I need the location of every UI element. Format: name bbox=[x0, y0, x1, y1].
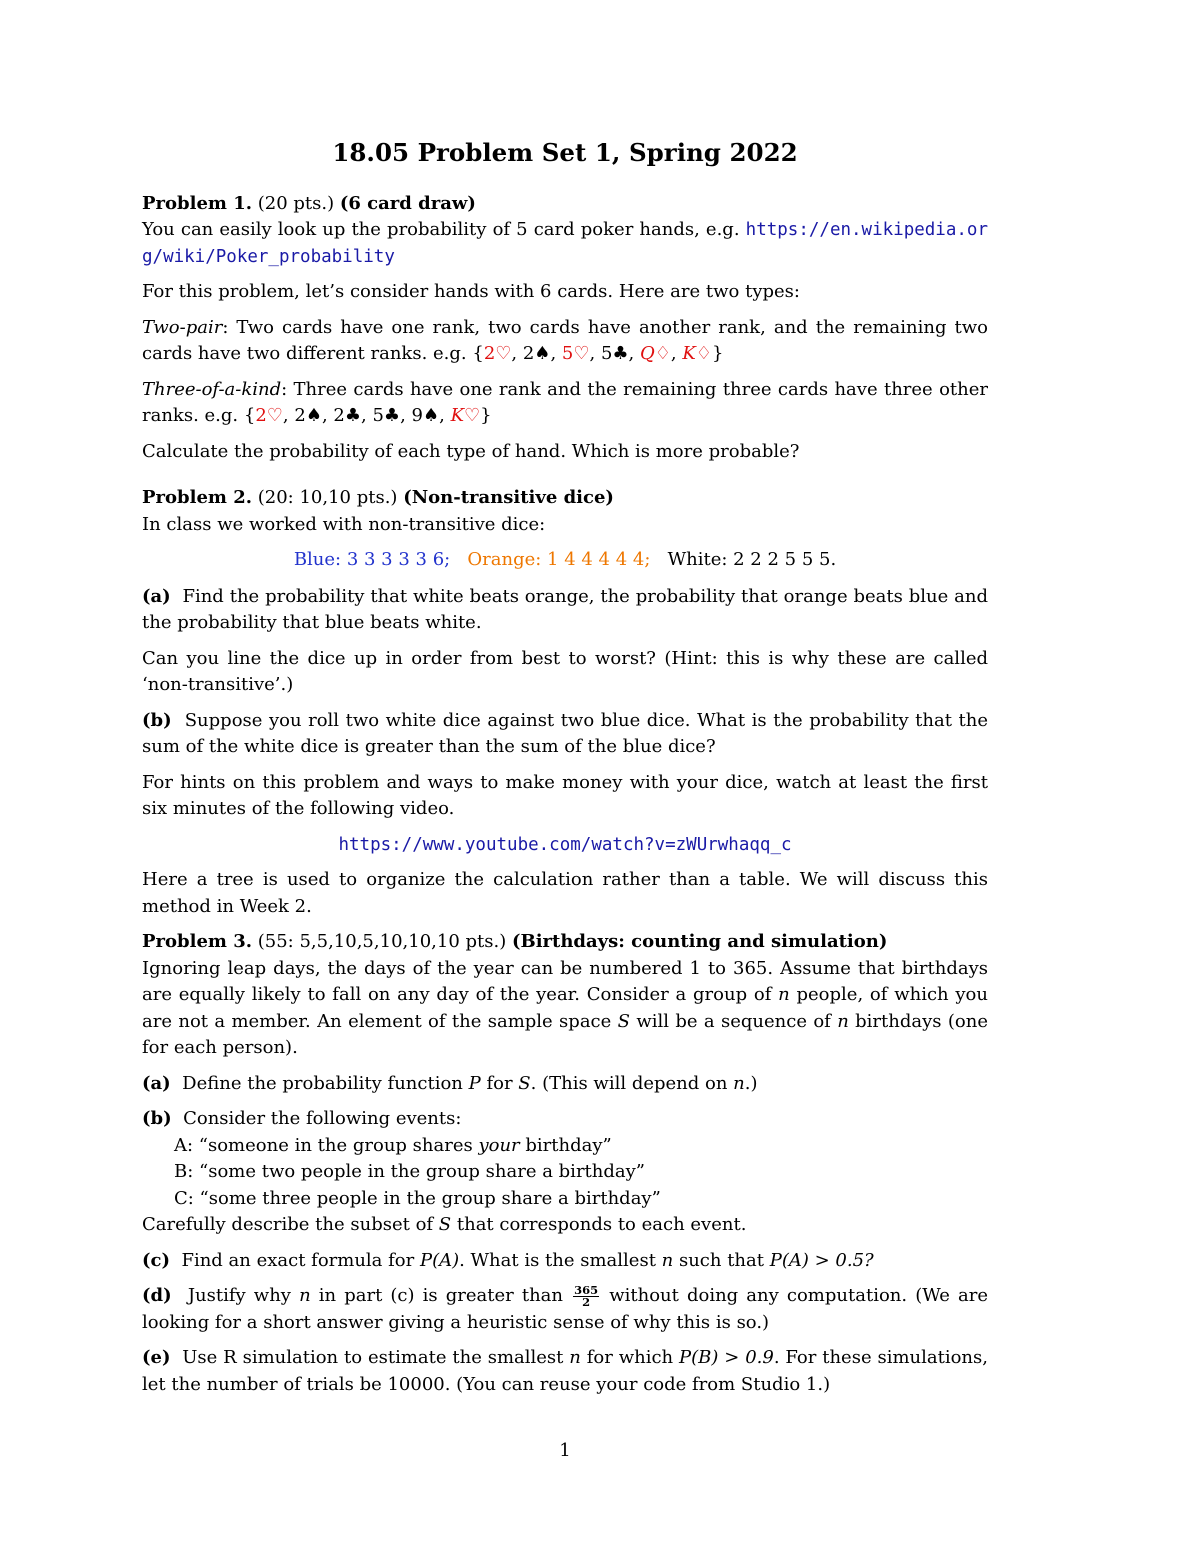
part-label: (a) bbox=[142, 585, 171, 607]
card: 5♡ bbox=[561, 343, 590, 364]
event-c: C: “some three people in the group share a birthday” bbox=[174, 1187, 661, 1209]
part-b-line bbox=[142, 1106, 988, 1133]
intro-text: will be a sequence of bbox=[629, 1010, 838, 1032]
problem-3-label: Problem 3. bbox=[142, 931, 253, 952]
fraction-numerator: 365 bbox=[574, 1282, 599, 1297]
var-n: n bbox=[569, 1347, 581, 1368]
intro-text: people, of which you are not a member. An element of the sample space bbox=[142, 984, 988, 1032]
part-text: that corresponds to each event. bbox=[451, 1214, 747, 1235]
part-text: Carefully describe the subset of bbox=[142, 1214, 439, 1235]
var-n: n bbox=[733, 1072, 745, 1094]
part-text: Consider the following events: bbox=[183, 1108, 462, 1129]
problem-1-label: Problem 1. bbox=[142, 192, 253, 214]
fraction-denominator: 2 bbox=[582, 1294, 591, 1309]
two-pair-definition: Two-pair: Two cards have one rank, two cards have another rank, and the remaining two cards have two different ranks. e.g. {2♡, 2♠, 5♡, 5♣, Q♢, K♢} bbox=[142, 316, 988, 364]
problem-1-question: Calculate the probability of each type of hand. Which is more probable? bbox=[142, 440, 800, 462]
var-n: n bbox=[837, 1010, 849, 1032]
card: K♡ bbox=[450, 405, 481, 426]
part-label: (b) bbox=[142, 709, 172, 731]
problem-2-part-a bbox=[142, 584, 988, 637]
three-of-a-kind-term: Three-of-a-kind bbox=[142, 378, 282, 400]
fraction bbox=[573, 1282, 599, 1309]
problem-3-name: (Birthdays: counting and simulation) bbox=[511, 931, 888, 952]
card: 2♠ bbox=[522, 343, 551, 364]
card: 2♠ bbox=[294, 405, 322, 426]
video-link-line bbox=[142, 832, 988, 859]
part-text: Justify why bbox=[187, 1285, 300, 1306]
page-title: 18.05 Problem Set 1, Spring 2022 bbox=[332, 138, 798, 167]
problem-2 bbox=[142, 485, 988, 920]
formula: P(B) > 0.9 bbox=[679, 1347, 774, 1368]
part-label: (c) bbox=[142, 1249, 170, 1271]
orange-die: Orange: 1 4 4 4 4 4; bbox=[467, 549, 651, 570]
problem-3-intro bbox=[142, 956, 988, 1062]
problem-3-part-b bbox=[142, 1106, 988, 1239]
part-label: (d) bbox=[142, 1285, 172, 1306]
event-emphasis: your bbox=[478, 1134, 520, 1156]
event-a bbox=[142, 1133, 988, 1160]
part-text: for which bbox=[580, 1347, 679, 1368]
part-text: Define the probability function bbox=[182, 1072, 469, 1094]
youtube-link[interactable]: https://www.youtube.com/watch?v=zWUrwhaqq_c bbox=[338, 834, 792, 855]
problem-1-intro-text: You can easily look up the probability of 5 card poker hands, e.g. bbox=[142, 219, 740, 240]
blue-die: Blue: 3 3 3 3 3 6; bbox=[293, 549, 451, 570]
wikipedia-link[interactable]: https://en.wikipedia.org/wiki/Poker_probability bbox=[142, 220, 988, 267]
var-n: n bbox=[299, 1285, 311, 1306]
problem-2-part-b bbox=[142, 708, 988, 761]
part-text: such that bbox=[673, 1249, 770, 1271]
part-b-follow bbox=[142, 1212, 988, 1239]
problem-2-points: (20: 10,10 pts.) bbox=[257, 487, 398, 508]
page-number: 1 bbox=[559, 1440, 571, 1461]
problem-3 bbox=[142, 929, 988, 1398]
problem-1-setup: For this problem, let’s consider hands with 6 cards. Here are two types: bbox=[142, 281, 800, 302]
problem-2-label: Problem 2. bbox=[142, 487, 253, 508]
formula: P(A) bbox=[419, 1249, 460, 1271]
problem-3-part-a bbox=[142, 1071, 988, 1098]
card: 5♣ bbox=[372, 405, 401, 426]
problem-3-points: (55: 5,5,10,5,10,10,10 pts.) bbox=[257, 931, 507, 952]
problem-2-intro: In class we worked with non-transitive dice: bbox=[142, 513, 546, 535]
part-text: Find an exact formula for bbox=[181, 1249, 420, 1271]
part-label: (b) bbox=[142, 1108, 172, 1129]
var-n: n bbox=[661, 1249, 674, 1271]
var-n: n bbox=[778, 984, 790, 1005]
two-pair-term: Two-pair bbox=[142, 316, 223, 338]
part-text: without doing any computation. (We are looking for a short answer giving a heuristic sense of why this is so.) bbox=[142, 1285, 988, 1333]
two-pair-text: : Two cards have one rank, two cards have another rank, and the remaining two cards have two different ranks. e.g. bbox=[142, 316, 988, 364]
problem-2-name: (Non-transitive dice) bbox=[403, 487, 614, 508]
card: 5♣ bbox=[600, 343, 629, 364]
card: Q♢ bbox=[640, 343, 671, 364]
problem-1-points: (20 pts.) bbox=[257, 192, 335, 214]
card: K♢ bbox=[682, 343, 712, 364]
problem-3-part-e bbox=[142, 1345, 988, 1398]
white-die: White: 2 2 2 5 5 5. bbox=[667, 549, 837, 570]
problem-1 bbox=[142, 191, 988, 466]
problem-3-part-d bbox=[142, 1283, 988, 1336]
card: 9♠ bbox=[411, 405, 440, 426]
part-text: . For these simulations, let the number of trials be 10000. (You can reuse your code from Studio 1.) bbox=[142, 1347, 988, 1395]
intro-text: birthdays (one for each person). bbox=[142, 1010, 988, 1058]
part-text: . (This will depend on bbox=[530, 1072, 734, 1094]
dice-list bbox=[142, 547, 988, 574]
part-label: (e) bbox=[142, 1347, 171, 1368]
part-text: in part (c) is greater than bbox=[310, 1285, 572, 1306]
problem-1-heading bbox=[142, 191, 988, 218]
event-text: birthday” bbox=[519, 1134, 612, 1156]
intro-text: Ignoring leap days, the days of the year can be numbered 1 to 365. Assume that birthdays are equally likely to fall on any day of the year. Consider a group of bbox=[142, 957, 988, 1005]
card: 2♣ bbox=[333, 405, 362, 426]
var-s: S bbox=[518, 1072, 531, 1094]
part-text: Find the probability that white beats orange, the probability that orange beats blue and the probability that blue beats white. bbox=[142, 585, 988, 633]
problem-3-part-c bbox=[142, 1248, 988, 1275]
var-s: S bbox=[438, 1214, 452, 1235]
part-text: Suppose you roll two white dice against two blue dice. What is the probability that the sum of the white dice is greater than the sum of the blue dice? bbox=[142, 709, 988, 757]
event-b: B: “some two people in the group share a birthday” bbox=[174, 1161, 645, 1182]
problem-2-tree-note: Here a tree is used to organize the calculation rather than a table. We will discuss this method in Week 2. bbox=[142, 869, 988, 917]
var-s: S bbox=[617, 1010, 630, 1032]
document-body bbox=[142, 140, 988, 1407]
part-text: . What is the smallest bbox=[459, 1249, 662, 1271]
event-text: A: “someone in the group shares bbox=[174, 1134, 479, 1156]
problem-2-part-a-follow: Can you line the dice up in order from best to worst? (Hint: this is why these are called ‘non-transitive’.) bbox=[142, 647, 988, 695]
card: 2♡ bbox=[255, 405, 283, 426]
problem-2-heading bbox=[142, 485, 988, 512]
var-p: P bbox=[468, 1072, 481, 1094]
three-of-a-kind-definition: Three-of-a-kind: Three cards have one rank and the remaining three cards have three other ranks. e.g. {2♡, 2♠, 2♣, 5♣, 9♠, K♡} bbox=[142, 378, 988, 426]
problem-3-heading bbox=[142, 929, 988, 956]
problem-2-hint: For hints on this problem and ways to make money with your dice, watch at least the first six minutes of the following video. bbox=[142, 771, 988, 819]
part-text: Use R simulation to estimate the smallest bbox=[182, 1347, 570, 1368]
card: 2♡ bbox=[483, 343, 512, 364]
three-of-a-kind-text: : Three cards have one rank and the remaining three cards have three other ranks. e.g. bbox=[142, 378, 988, 426]
part-text: .) bbox=[744, 1072, 758, 1094]
part-text: for bbox=[480, 1072, 519, 1094]
formula: P(A) > 0.5? bbox=[769, 1249, 874, 1271]
part-label: (a) bbox=[142, 1072, 171, 1094]
problem-1-intro bbox=[142, 217, 988, 270]
problem-1-name: (6 card draw) bbox=[339, 192, 476, 214]
